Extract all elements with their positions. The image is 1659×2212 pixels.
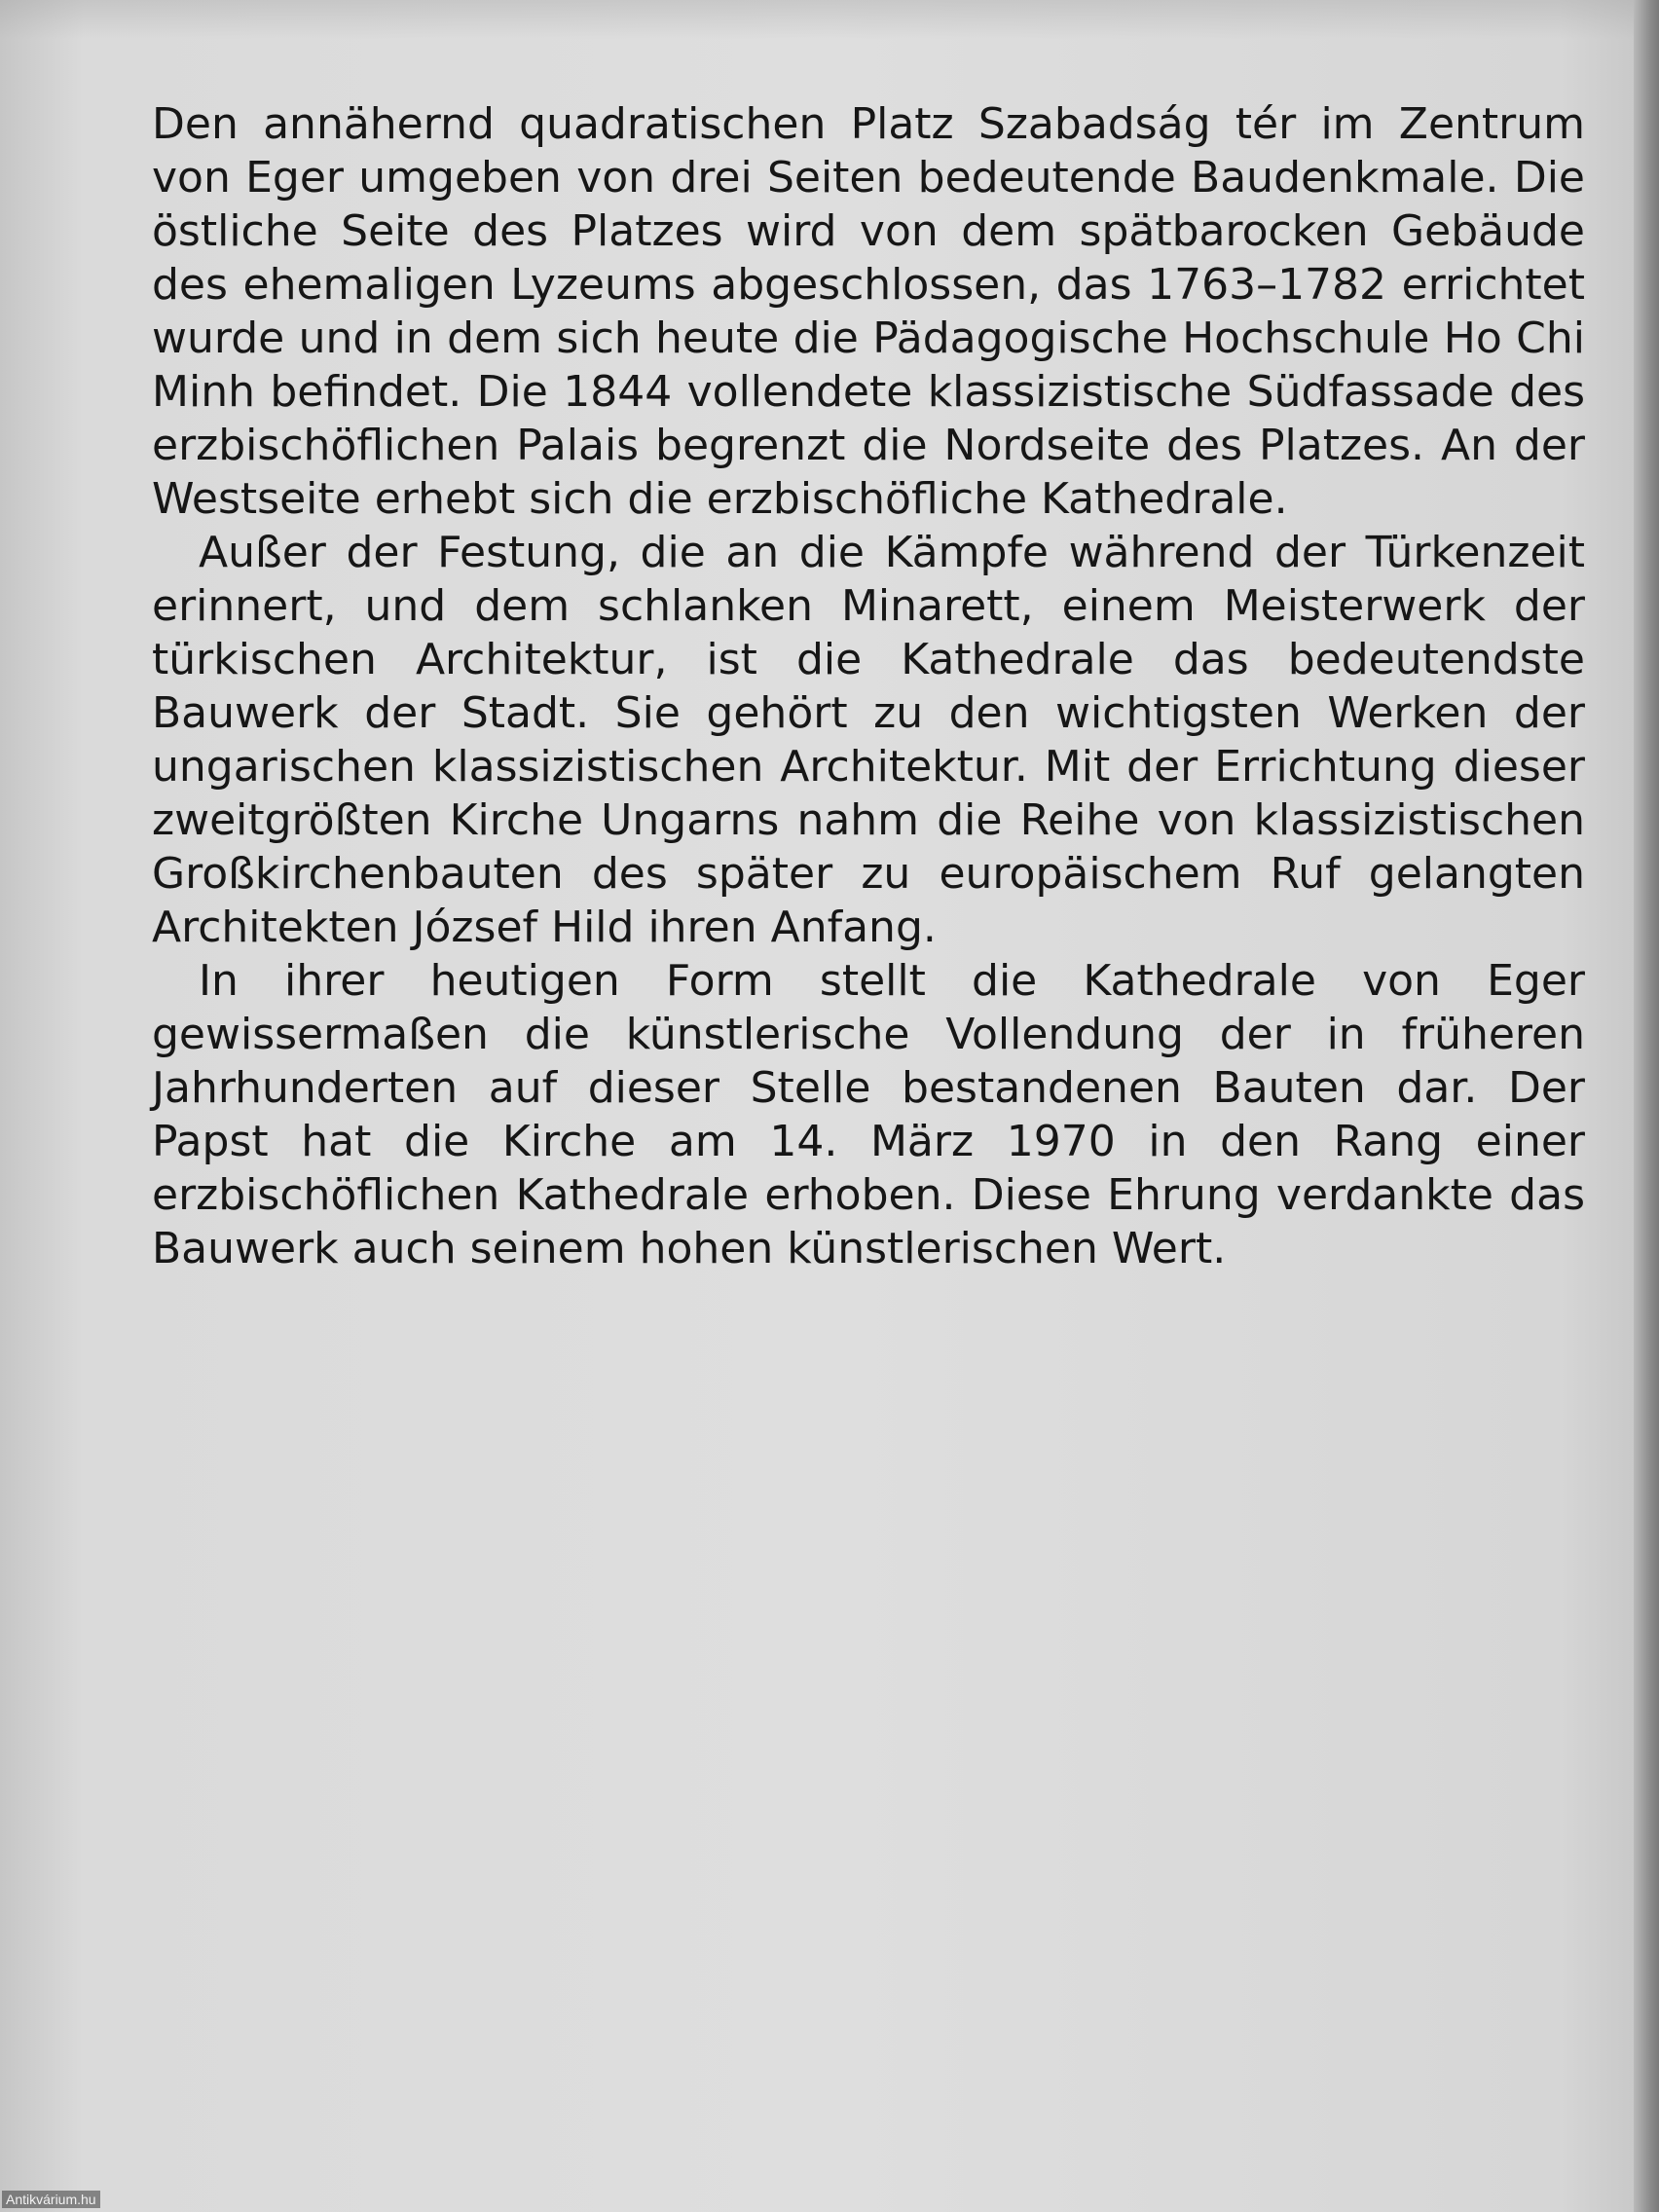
paragraph-1: Den annähernd quadratischen Platz Szabadság tér im Zentrum von Eger umgeben von drei Seiten bedeutende Baudenkmale. Die östliche Seite des Platzes wird von dem spätbarocken Gebäude des ehemaligen Lyzeums abgeschlossen, das 1763–1782 errichtet wurde und in dem sich heute die Pädagogische Hochschule Ho Chi Minh befindet. Die 1844 vollendete klassizistische Südfassade des erzbischöflichen Palais begrenzt die Nordseite des Platzes. An der Westseite erhebt sich die erzbischöfliche Kathedrale. bbox=[152, 99, 1585, 524]
paragraph-2: Außer der Festung, die an die Kämpfe während der Türkenzeit erinnert, und dem schlanken Minarett, einem Meisterwerk der türkischen Architektur, ist die Kathedrale das bedeutendste Bauwerk der Stadt. Sie gehört zu den wichtigsten Werken der ungarischen klassizistischen Architektur. Mit der Errichtung dieser zweitgrößten Kirche Ungarns nahm die Reihe von klassizistischen Großkirchenbauten des später zu europäischem Ruf gelangten Architekten József Hild ihren Anfang. bbox=[152, 528, 1585, 952]
body-text bbox=[152, 97, 1585, 1275]
paragraph-3: In ihrer heutigen Form stellt die Kathedrale von Eger gewissermaßen die künstlerische Vollendung der in früheren Jahrhunderten auf dieser Stelle bestandenen Bauten dar. Der Papst hat die Kirche am 14. März 1970 in den Rang einer erzbischöflichen Kathedrale erhoben. Diese Ehrung verdankte das Bauwerk auch seinem hohen künstlerischen Wert. bbox=[152, 956, 1585, 1273]
page-top-shadow bbox=[0, 0, 1659, 39]
watermark-label: Antikvárium.hu bbox=[2, 2191, 100, 2208]
page-edge bbox=[1634, 0, 1659, 2212]
